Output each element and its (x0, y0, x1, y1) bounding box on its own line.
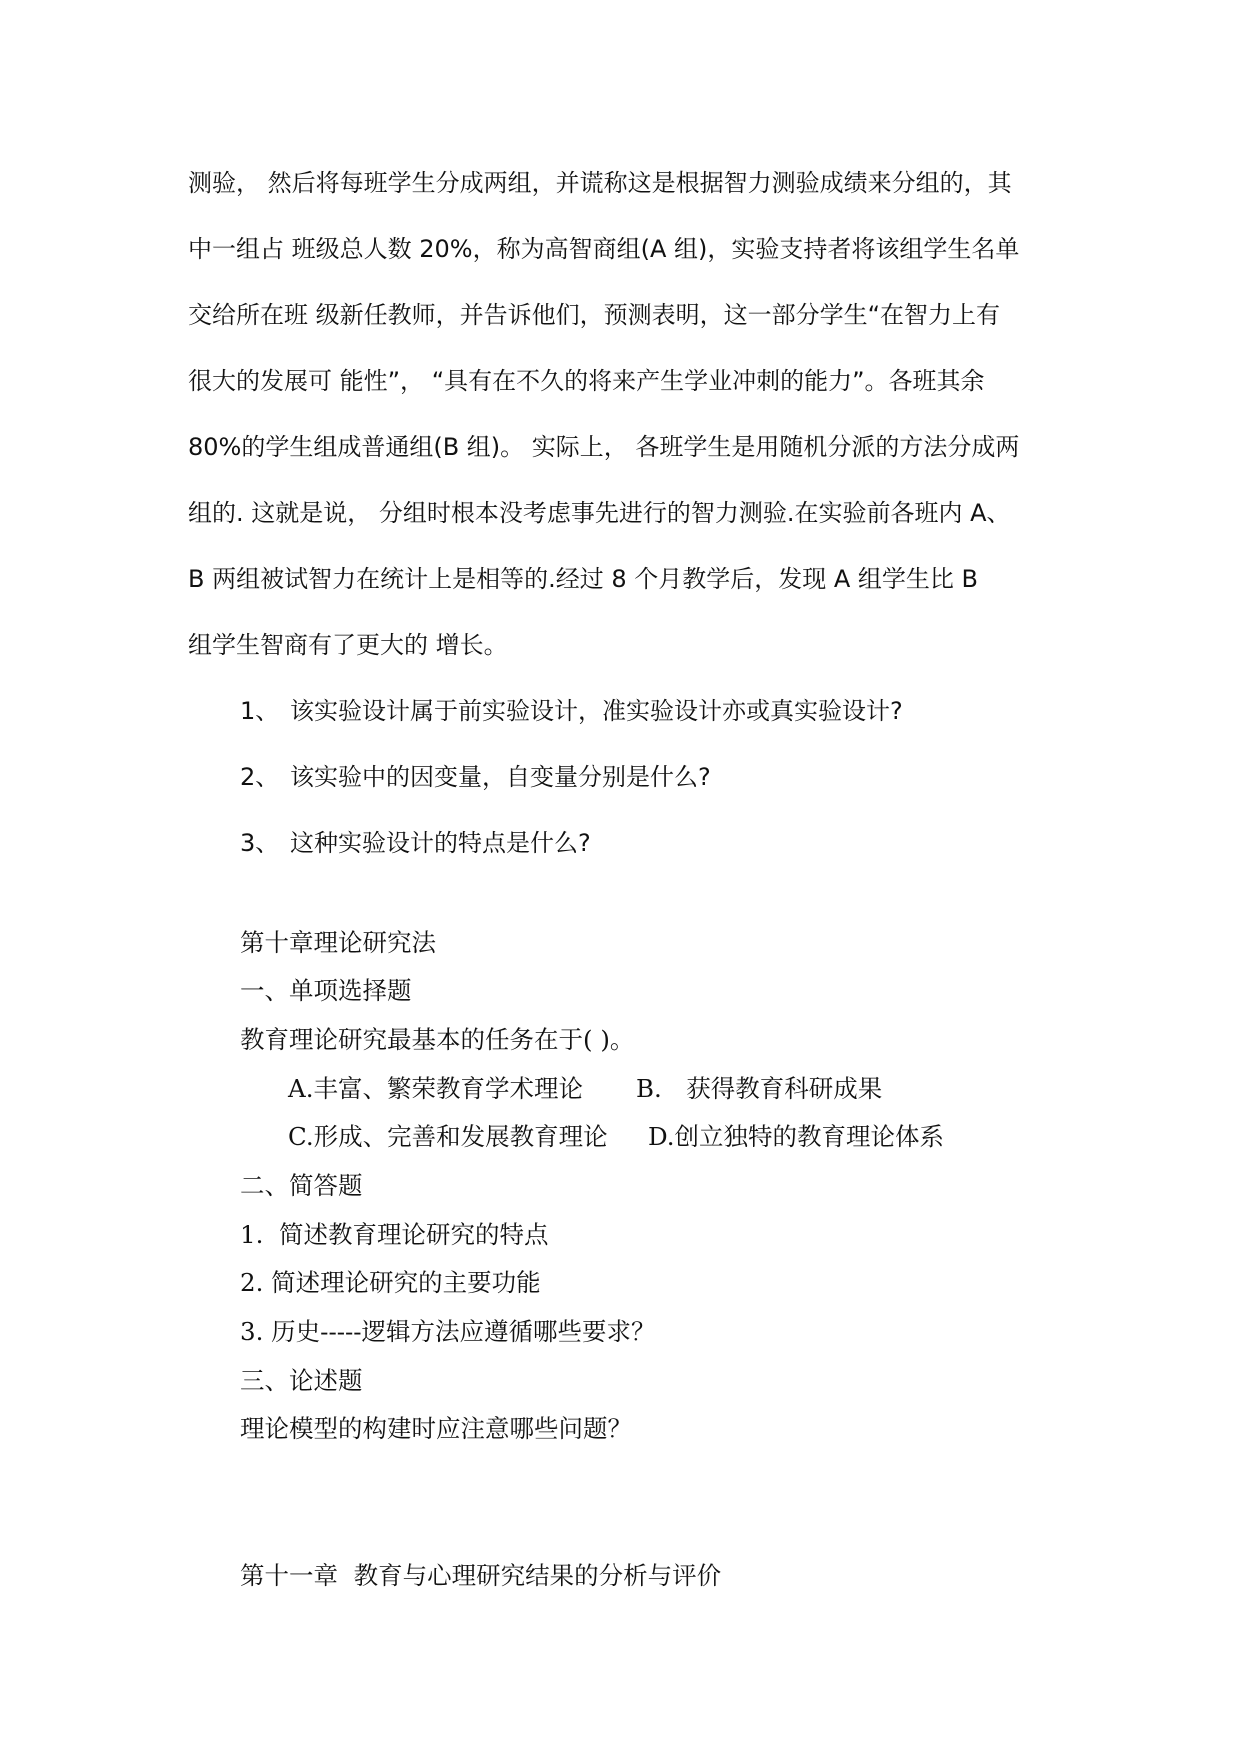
section-heading-multiple-choice: 一、单项选择题 (240, 976, 412, 1005)
passage-line-5: 80%的学生组成普通组(B 组)。 实际上， 各班学生是用随机分派的方法分成两 (188, 433, 1020, 461)
passage-line-2: 中一组占 班级总人数 20%，称为高智商组(A 组)，实验支持者将该组学生名单 (188, 235, 1020, 263)
case-question-2: 该实验中的因变量，自变量分别是什么? (290, 763, 711, 791)
short-answer-3: 3. 历史-----逻辑方法应遵循哪些要求？ (240, 1317, 656, 1346)
passage-line-3: 交给所在班 级新任教师，并告诉他们，预测表明，这一部分学生“在智力上有 (188, 301, 1001, 329)
option-d: D.创立独特的教育理论体系 (648, 1122, 945, 1151)
case-question-1: 该实验设计属于前实验设计，准实验设计亦或真实验设计? (290, 697, 903, 725)
chapter10-title: 第十章理论研究法 (240, 928, 436, 957)
passage-line-6: 组的. 这就是说， 分组时根本没考虑事先进行的智力测验.在实验前各班内 A、 (188, 499, 1011, 527)
essay-question: 理论模型的构建时应注意哪些问题？ (240, 1414, 632, 1443)
option-a: A.丰富、繁荣教育学术理论 (288, 1074, 583, 1103)
passage-line-8: 组学生智商有了更大的 增长。 (188, 631, 508, 659)
short-answer-1: 1. 简述教育理论研究的特点 (240, 1220, 549, 1249)
option-b: B. 获得教育科研成果 (636, 1074, 883, 1103)
passage-line-1: 测验， 然后将每班学生分成两组，并谎称这是根据智力测验成绩来分组的，其 (188, 169, 1012, 197)
section-heading-short-answer: 二、简答题 (240, 1171, 363, 1200)
case-question-2-number: 2、 (240, 763, 280, 791)
section-heading-essay: 三、论述题 (240, 1366, 363, 1395)
option-c: C.形成、完善和发展教育理论 (288, 1122, 608, 1151)
case-question-3-number: 3、 (240, 829, 280, 857)
mc-question: 教育理论研究最基本的任务在于( )。 (240, 1025, 635, 1054)
passage-line-4: 很大的发展可 能性”， “具有在不久的将来产生学业冲刺的能力”。各班其余 (188, 367, 985, 395)
chapter11-title: 第十一章 教育与心理研究结果的分析与评价 (240, 1561, 722, 1590)
case-question-1-number: 1、 (240, 697, 280, 725)
short-answer-2: 2. 简述理论研究的主要功能 (240, 1268, 541, 1297)
case-question-3: 这种实验设计的特点是什么? (290, 829, 591, 857)
passage-line-7: B 两组被试智力在统计上是相等的.经过 8 个月教学后，发现 A 组学生比 B (188, 565, 979, 593)
